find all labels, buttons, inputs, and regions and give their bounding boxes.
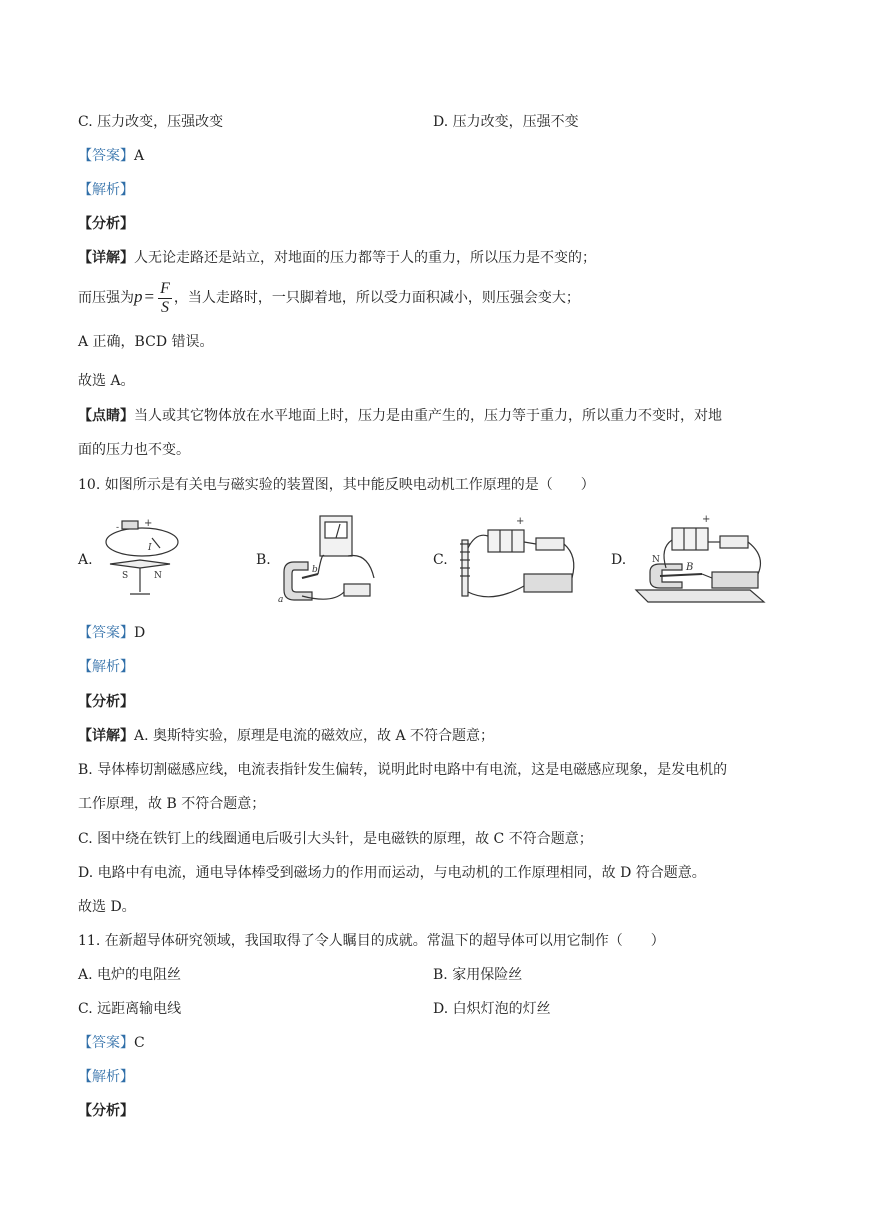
q10-choose: 故选 D。 <box>78 899 136 915</box>
q10-answer-line <box>78 623 145 643</box>
figure-label-c: C. <box>433 552 448 568</box>
fig-a-minus: - <box>116 523 120 533</box>
q11-option-d: D. 白炽灯泡的灯丝 <box>433 1001 551 1017</box>
fenxi-tag: 【分析】 <box>78 1103 134 1119</box>
switch-icon <box>720 536 748 548</box>
fig-d-plus: + <box>702 514 711 525</box>
answer-value: C <box>134 1035 145 1051</box>
detail-text: 而压强为 <box>78 290 134 306</box>
answer-tag: 【答案】 <box>78 148 134 164</box>
battery-icon <box>122 521 138 529</box>
fenxi-tag: 【分析】 <box>78 694 134 710</box>
answer-value: A <box>134 148 145 164</box>
q11-option-b: B. 家用保险丝 <box>433 967 523 983</box>
q10-stem: 10. 如图所示是有关电与磁实验的装置图，其中能反映电动机工作原理的是（ ） <box>78 477 595 493</box>
answer-tag: 【答案】 <box>78 625 134 641</box>
q9-detail-1 <box>78 248 596 268</box>
fraction-numerator: F <box>160 279 170 297</box>
answer-tag: 【答案】 <box>78 1035 134 1051</box>
q10-detail-c: C. 图中绕在铁钉上的线圈通电后吸引大头针，是电磁铁的原理，故 C 不符合题意； <box>78 831 593 847</box>
fig-b-label-b: b <box>312 565 318 575</box>
q11-option-a: A. 电炉的电阻丝 <box>78 967 182 983</box>
detail-text: 人无论走路还是站立，对地面的压力都等于人的重力，所以压力是不变的； <box>134 250 596 266</box>
q10-detail-d: D. 电路中有电流，通电导体棒受到磁场力的作用而运动，与电动机的工作原理相同，故 D 符合题意。 <box>78 865 706 881</box>
q10-detail-b1: B. 导体棒切割磁感应线，电流表指针发生偏转，说明此时电路中有电流，这是电磁感应现象，是发电机的 <box>78 762 728 778</box>
switch-icon <box>536 538 564 550</box>
q11-stem: 11. 在新超导体研究领域，我国取得了令人瞩目的成就。常温下的超导体可以用它制作（ ） <box>78 933 665 949</box>
formula-variable: p <box>134 287 143 306</box>
figure-b-induction <box>272 512 392 604</box>
figure-a-oersted <box>92 512 188 604</box>
comment-text: 当人或其它物体放在水平地面上时，压力是由重产生的，压力等于重力，所以重力不变时，对地 <box>134 408 722 424</box>
rheostat-icon <box>712 572 758 588</box>
q9-detail-3: A 正确，BCD 错误。 <box>78 334 214 350</box>
detail-text: A. 奥斯特实验，原理是电流的磁效应，故 A 不符合题意； <box>134 728 495 744</box>
q9-option-d: D. 压力改变，压强不变 <box>433 114 579 130</box>
figure-d-motor <box>630 512 770 604</box>
fraction-denominator: S <box>160 298 169 316</box>
fig-d-label-b: B <box>686 562 694 573</box>
horseshoe-magnet-icon <box>284 562 312 600</box>
q9-comment-1 <box>78 406 722 426</box>
pressure-fraction <box>158 280 172 317</box>
fig-a-north: N <box>154 571 162 581</box>
q11-answer-line <box>78 1033 145 1053</box>
figure-label-d: D. <box>611 552 627 568</box>
compass-needle-icon <box>110 560 170 568</box>
fig-a-current: I <box>148 543 152 553</box>
fig-c-plus: + <box>516 516 525 527</box>
rheostat-icon <box>524 574 572 592</box>
fenxi-tag: 【分析】 <box>78 216 134 232</box>
q10-detail-b2: 工作原理，故 B 不符合题意； <box>78 796 266 812</box>
answer-value: D <box>134 625 146 641</box>
battery-icon <box>488 530 524 552</box>
comment-tag: 【点睛】 <box>78 408 134 424</box>
q9-option-c: C. 压力改变，压强改变 <box>78 114 224 130</box>
q10-detail-a <box>78 726 494 746</box>
fig-b-label-a: a <box>278 595 284 604</box>
detail-tag: 【详解】 <box>78 250 134 266</box>
fig-a-plus: + <box>144 518 153 529</box>
q9-detail-2 <box>78 277 580 318</box>
battery-icon <box>672 528 708 550</box>
analysis-tag: 【解析】 <box>78 659 134 675</box>
analysis-tag: 【解析】 <box>78 182 134 198</box>
conductor-rod <box>660 574 702 576</box>
analysis-tag: 【解析】 <box>78 1069 134 1085</box>
figure-label-b: B. <box>256 552 271 568</box>
q11-option-c: C. 远距离输电线 <box>78 1001 182 1017</box>
base-board <box>636 590 764 602</box>
switch-icon <box>344 584 370 596</box>
q9-answer-line <box>78 146 144 166</box>
fig-d-north: N <box>652 555 660 565</box>
detail-text: ，当人走路时，一只脚着地，所以受力面积减小，则压强会变大； <box>173 290 580 306</box>
figure-label-a: A. <box>78 552 93 568</box>
detail-tag: 【详解】 <box>78 728 134 744</box>
fig-a-south: S <box>122 571 129 581</box>
figure-c-electromagnet <box>452 512 582 604</box>
formula-equals: = <box>144 287 155 306</box>
q9-choose: 故选 A。 <box>78 373 135 389</box>
q9-comment-2: 面的压力也不变。 <box>78 442 190 458</box>
